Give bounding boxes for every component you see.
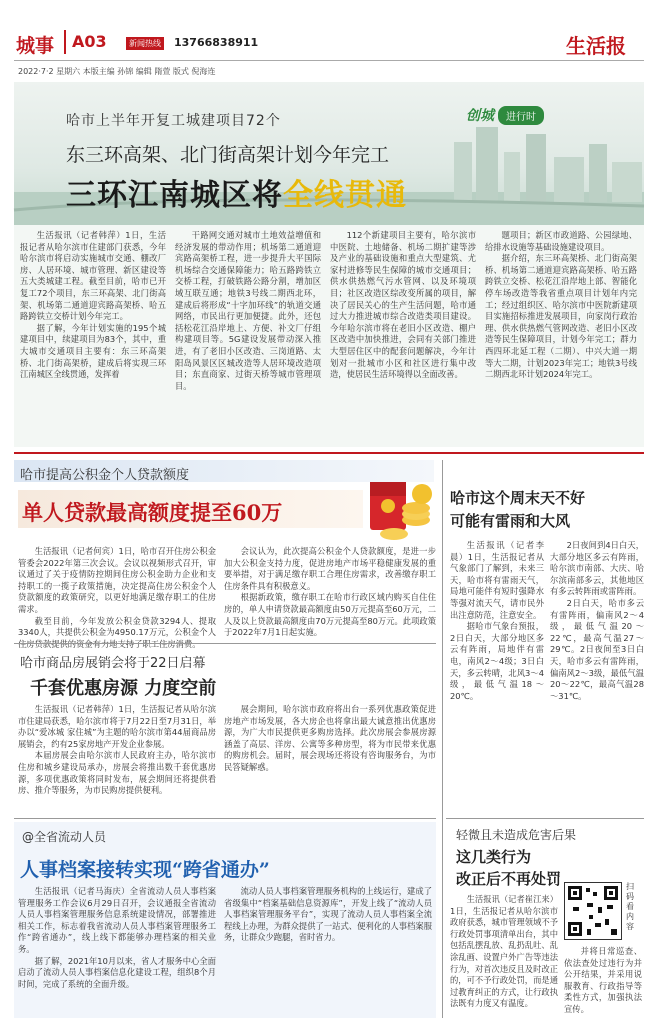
- headline-part1: 三环江南城区将: [66, 178, 283, 213]
- paragraph: 2日白天，哈市多云有雷阵雨，偏南风2～4级，最低气温20～22℃，最高气温27～29℃。2日夜间至3日白天，哈市多云有雷阵雨，偏南风2～3级，最低气温20～22℃，最高气温28～31℃。: [550, 597, 644, 701]
- paragraph: 流动人员人事档案管理服务机构的上线运行，建成了省级集中“档案基础信息资源库”，开发上线了“流动人员人事档案管理服务平台”，实现了流动人员人事档案全流程线上办理，为群众提供了一站式、便利化的人事档案服务，让群众少跑腿，省时省力。: [224, 886, 432, 943]
- badge-sub: 进行时: [498, 106, 544, 125]
- story3-col1: [18, 704, 216, 812]
- story4-headline: 人事档案接转实现“跨省通办”: [20, 859, 270, 881]
- qr-label: 扫码看内容: [626, 882, 634, 931]
- story6-headline-line2: 改正后不再处罚: [456, 870, 562, 888]
- paragraph: 题项目；新区市政道路、公园绿地、给排水设施等基础设施建设项目。: [485, 230, 637, 252]
- story1-kicker: 哈市上半年开复工城建项目72个: [66, 113, 281, 129]
- story4-col2: [224, 886, 432, 1014]
- story2-col2: [224, 546, 436, 638]
- paragraph: 据介绍，东三环高架桥、北门街高架桥、机场第二通道迎宾路高架桥、哈五路跨铁立交桥、松花江沿岸地上部、智能化停车场改造等我省重点项目计划年内完工；经过组织区、哈尔滨市中医院新建项目实施招标推进发展项目，向家岗行政治理、供水供热燃气管网改造、老旧小区改造等民生保障项目，计划今年完工；群力西四环北延工程（二期）、中兴大道一期等大二期，计划2023年完工；地铁3号线二期西北环计划2024年完工。: [485, 253, 637, 380]
- paragraph: 展会期间，哈尔滨市政府将出台一系列优惠政策促进房地产市场发展，各大房企也将拿出最大诚意推出优惠房源，为广大市民提供更多购房选择。此次房展会参展房源涵盖了高层、洋房、公寓等多种房型，将为市民带来优惠的购房机会。届时，展会现场还将设有咨询服务台，为市民答疑解惑。: [224, 704, 436, 772]
- paragraph: 112个新建项目主要有，哈尔滨市中医院、土地储备、机场二期扩建等涉及产业的基础设施和重点大型建筑、尤家村进修等民生保障的城市交通项目；供水供热燃气污水管网、以及环境项目；社区改造区综改变所属的项目，解决了居民关心的生产生活问题，哈市通过大力推进城市综合改造类项目建设。今年哈尔滨市将在老旧小区改造、棚户区改造中加快推进，会同有关部门推进大型居住区中的配套问题解决，今年计划对一批城市小区和社区进行集中改造，使居民生活环境得以全面改善。: [330, 230, 476, 380]
- story1-subtitle: 东三环高架、北门街高架计划今年完工: [66, 144, 390, 166]
- paragraph: 会议认为，此次提高公积金个人贷款额度，是进一步加大公积金支持力度，促进房地产市场平稳健康发展的重要举措，对于满足缴存职工合理住房需求，改善缴存职工住房条件具有积极意义。: [224, 546, 436, 591]
- divider: [64, 30, 66, 54]
- paragraph: 截至目前，今年发放公积金贷款3294人、提取3340人，共提供公积金为4950.17万元，公积金个人: [18, 615, 216, 638]
- newspaper-logo: 生活报: [566, 34, 626, 58]
- story6-headline-line1: 这几类行为: [456, 848, 532, 866]
- paragraph: 生活报讯（记者李晨）1日，生活报记者从气象部门了解到，未来三天，哈市将有雷雨天气，局地可能伴有短时强降水等强对流天气，请市民外出注意防范，注意安全。: [450, 540, 544, 620]
- weekday: 星期六: [56, 67, 81, 76]
- story1-col3: [330, 230, 476, 442]
- story2-col1: [18, 546, 216, 638]
- weather-col1: [450, 540, 544, 812]
- section-title: 城事: [16, 35, 55, 57]
- paragraph: 并将日常巡查、依法查处过违行为并公开结果，并采用说服教育、行政指导等柔性方式，加强执法宣传。: [564, 946, 642, 1014]
- story1-headline: [66, 170, 407, 214]
- story4-col1: [18, 886, 216, 1014]
- date-line: [18, 66, 215, 77]
- story1-col4: [485, 230, 637, 442]
- paragraph: 本届房展会由哈尔滨市人民政府主办，哈尔滨市住房和城乡建设局承办，房展会将推出数千套优惠房源，多项优惠政策将同时发布，展会期间还将提供看房、推介等服务，为市民购房提供便利。: [18, 750, 216, 796]
- paragraph: 据了解，2021年10月以来，省人才服务中心全面启动了流动人员人事档案信息化建设工程，组织8个月时间，完成了系统的全面升级。: [18, 955, 216, 989]
- paragraph: 生活报讯（记者马海庆）全省流动人员人事档案管理服务工作会议6月29日召开，会议通报全省流动人员人事档案管理服务信息系统建设情况，部署推进相关工作，标志着我省流动人员人事档案管理服务工作“跨省通办”，线上线下都能够办理档案的相关业务。: [18, 886, 216, 954]
- editors: 本版主编 孙锦 编辑 隋萱 版式 倪海连: [82, 67, 216, 76]
- qr-code[interactable]: [564, 882, 622, 940]
- story3-kicker: 哈市商品房展销会将于22日启幕: [20, 656, 206, 671]
- weather-headline-line1: 哈市这个周末天不好: [450, 489, 586, 507]
- story6-col2: [564, 946, 642, 1018]
- paragraph: 生活报讯（记者韩萍）1日，生活报记者从哈尔滨市住建部门获悉，今年哈尔滨市将启动实施城市交通、棚改厂房、人居环境、城市管理、新区建设等五大类城建工程。截至目前，哈市已开复工72个项目，东三环高架、北门街高架、机场第二通道迎宾路高架桥、哈五路跨铁立交桥计划今年完工。: [20, 230, 166, 322]
- campaign-badge: [466, 104, 544, 126]
- page-number: A03: [72, 32, 107, 51]
- weather-col2: [550, 540, 644, 812]
- paragraph: 生活报讯（记者何宾）1日，哈市召开住房公积金管委会2022年第三次会议。会议以视频形式召开，审议通过了关于疫情防控期间住房公积金助力企业和支持职工的一揽子政策措施，决定提高住房公积金个人贷款额度的政策研究，以更好地满足缴存职工的住房需求。: [18, 546, 216, 614]
- story1-col2: [175, 230, 321, 442]
- red-envelope-coins-image: [364, 474, 439, 546]
- story2-kicker: 哈市提高公积金个人贷款额度: [20, 468, 190, 483]
- story2-headline: 单人贷款最高额度提至60万: [22, 500, 283, 525]
- story6-kicker: 轻微且未造成危害后果: [456, 828, 577, 842]
- paragraph: 2日夜间到4日白天，大部分地区多云有阵雨，哈尔滨市南部、大庆、哈尔滨南部多云，其他地区有多云转阵雨或雷阵雨。: [550, 540, 644, 597]
- paragraph: 据哈市气象台预报，2日白天，大部分地区多云有阵雨，局地伴有雷电，南风2～4级；3日白天，多云转晴，北风3～4级，最低气温18～20℃。: [450, 621, 544, 701]
- qr-code-icon: [565, 883, 621, 939]
- paragraph: 据了解，今年计划实施的195个城建项目中，续建项目为83个，其中，重大城市交通项目主要有：东三环高架桥、北门街高架桥，建成后将实现三环江南城区全线贯通，发挥着: [20, 322, 166, 380]
- hotline-number: 13766838911: [174, 36, 259, 49]
- masthead: [14, 30, 644, 58]
- story1-banner: [14, 82, 644, 225]
- masthead-rule: [14, 60, 644, 61]
- section-divider: [14, 452, 644, 454]
- paragraph: 生活报讯（记者韩萍）1日，生活报记者从哈尔滨市住建局获悉，哈尔滨市将于7月22日至7月31日，举办以“爱冰城 家住城”为主题的哈尔滨市第44届商品房展销会，约有25家房地产开发企业参展。: [18, 704, 216, 749]
- story4-kicker: @全省流动人员: [22, 830, 107, 844]
- rule: [14, 818, 436, 819]
- rule: [446, 818, 644, 819]
- story6-col1: [450, 894, 558, 1018]
- paragraph: 干路网交通对城市土地效益增值和经济发展的带动作用；机场第二通道迎宾路高架桥工程，进一步提升大平国际机场综合交通保障能力；哈五路跨铁立交桥工程，打破铁路公路分割，增加区域互联互通；地铁3号线二期西北环，建成后将形成“十字加环线”的轨道交通网络，市民出行更加便捷。此外，还包括松花江沿岸地上、方便、补文厂仔组构建项目等。5G建设发展带动深入推进，有了老旧小区改造、三岗道路、太阳岛风景区区城改造等人居环境改造项目；东直商家、过街天桥等城市管理项目。: [175, 230, 321, 391]
- story1-col1: [20, 230, 166, 442]
- paragraph: 生活报讯（记者崔江来）1日，生活报记者从哈尔滨市政府获悉，城市管理领域不予行政处罚事项清单出台，其中包括乱摆乱放、乱扔乱吐、乱涂乱画、设置户外广告等违法行为，对首次违反且及时改正的，可不予行政处罚，而是通过教育纠正的方式，让行政执法既有力度又有温度。: [450, 894, 558, 1009]
- story3-headline: 千套优惠房源 力度空前: [30, 678, 217, 699]
- hotline-label: 新闻热线: [126, 37, 164, 50]
- paragraph: 根据新政策，缴存职工在哈市行政区域内购买自住住房的，单人申请贷款最高额度由50万元提高至60万元，二人及以上贷款最高额度由70万元提高至80万元。此项政策于2022年7月1日起实施。: [224, 592, 436, 638]
- column-rule: [442, 460, 443, 1018]
- date: 2022·7·2: [18, 67, 54, 76]
- rule: [14, 643, 436, 644]
- weather-headline-line2: 可能有雷雨和大风: [450, 512, 571, 530]
- headline-highlight: 全线贯通: [283, 178, 407, 213]
- story3-col2: [224, 704, 436, 812]
- badge-word: 创城: [466, 108, 494, 124]
